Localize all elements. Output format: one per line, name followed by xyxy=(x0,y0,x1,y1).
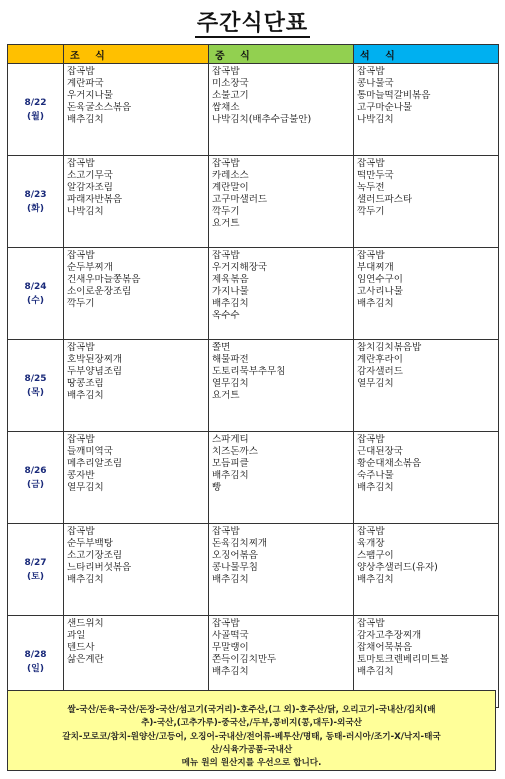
menu-item: 배추김치 xyxy=(212,666,249,678)
day-row xyxy=(8,156,499,248)
menu-item: 돈육김치찌개 xyxy=(212,538,268,550)
menu-item: 땅콩조림 xyxy=(67,378,104,390)
menu-item: 배추김치 xyxy=(67,114,104,126)
menu-item: 열무김치 xyxy=(212,378,249,390)
menu-item: 부대찌개 xyxy=(357,262,394,274)
menu-item: 잡곡밥 xyxy=(212,526,240,537)
origin-notice-line: 추)-국산,(고추가루)-중국산,/두부,콩비지(콩,대두)-외국산 xyxy=(141,718,362,729)
menu-item: 잡곡밥 xyxy=(212,250,240,261)
menu-item: 콩나물국 xyxy=(357,78,394,90)
dinner-cell xyxy=(354,432,499,524)
lunch-cell xyxy=(209,64,354,156)
lunch-header: 중 식 xyxy=(209,45,354,64)
menu-item: 잡곡밥 xyxy=(212,618,240,629)
menu-item: 옥수수 xyxy=(212,310,240,322)
menu-item: 들깨미역국 xyxy=(67,446,113,458)
day-row xyxy=(8,432,499,524)
menu-item: 요거트 xyxy=(212,218,240,230)
menu-item: 쫀득이김치만두 xyxy=(212,654,277,666)
lunch-cell xyxy=(209,340,354,432)
menu-item: 샐러드파스타 xyxy=(357,194,413,206)
menu-item: 숙주나물 xyxy=(357,470,394,482)
weekday-label: (토) xyxy=(27,571,44,582)
date-label: 8/22 xyxy=(24,97,47,108)
day-date-cell xyxy=(8,156,64,248)
menu-item: 우거지나물 xyxy=(67,90,113,102)
menu-item: 잡곡밥 xyxy=(357,526,385,537)
menu-item: 쫄면 xyxy=(212,342,231,353)
origin-notice xyxy=(7,690,496,771)
menu-item: 배추김치 xyxy=(357,482,394,494)
menu-item: 알감자조림 xyxy=(67,182,113,194)
origin-notice-line: 쌀-국산/돈육-국산/돈장-국산/섬고기(국거리)-호주산,(그 외)-호주산/닭, 오리고기-국내산/김치(배 xyxy=(67,705,436,715)
menu-item: 콩자반 xyxy=(67,470,95,482)
menu-item: 순두부찌개 xyxy=(67,262,113,274)
dinner-cell xyxy=(354,156,499,248)
menu-item: 돈육굴소스볶음 xyxy=(67,102,132,114)
menu-item: 미소장국 xyxy=(212,78,249,90)
menu-item: 소고기장조림 xyxy=(67,550,123,562)
menu-item: 두부양념조림 xyxy=(67,366,123,378)
breakfast-cell xyxy=(64,524,209,616)
menu-item: 참치김치볶음밥 xyxy=(357,342,422,353)
day-row xyxy=(8,340,499,432)
menu-item: 녹두전 xyxy=(357,182,385,194)
menu-item: 잡곡밥 xyxy=(357,66,385,77)
menu-item: 배추김치 xyxy=(212,574,249,586)
dinner-cell xyxy=(354,340,499,432)
menu-item: 고구마순나물 xyxy=(357,102,413,114)
corner-header xyxy=(8,45,64,64)
menu-item: 깍두기 xyxy=(67,298,95,310)
menu-item: 고사리나물 xyxy=(357,286,403,298)
menu-item: 모듬피클 xyxy=(212,458,249,470)
menu-item: 잡곡밥 xyxy=(357,618,385,629)
menu-item: 텐드사 xyxy=(67,642,95,654)
date-label: 8/26 xyxy=(24,465,47,476)
menu-item: 잡곡밥 xyxy=(357,250,385,261)
menu-item: 오징어볶음 xyxy=(212,550,258,562)
menu-item: 배추김치 xyxy=(357,666,394,678)
menu-item: 잡곡밥 xyxy=(67,250,95,261)
menu-item: 소이로운장조림 xyxy=(67,286,132,298)
menu-item: 황순대채소볶음 xyxy=(357,458,422,470)
menu-item: 배추김치 xyxy=(67,574,104,586)
menu-item: 순두부백탕 xyxy=(67,538,113,550)
menu-item: 도토리묵부추무침 xyxy=(212,366,286,378)
menu-item: 쌈채소 xyxy=(212,102,240,114)
menu-item: 잡곡밥 xyxy=(67,526,95,537)
menu-item: 배추김치 xyxy=(67,390,104,402)
page-title: 주간식단표 xyxy=(196,11,309,36)
menu-item: 나박김치 xyxy=(67,206,104,218)
menu-item: 고구마샐러드 xyxy=(212,194,268,206)
menu-item: 깍두기 xyxy=(212,206,240,218)
menu-item: 우거지해장국 xyxy=(212,262,268,274)
menu-item: 과일 xyxy=(67,630,86,642)
menu-item: 계란말이 xyxy=(212,182,249,194)
menu-item: 잡곡밥 xyxy=(212,158,240,169)
menu-item: 요거트 xyxy=(212,390,240,402)
menu-item: 잡곡밥 xyxy=(67,158,95,169)
menu-item: 열무김치 xyxy=(357,378,394,390)
menu-item: 감자샐러드 xyxy=(357,366,403,378)
menu-item: 토마토크렌베리미트볼 xyxy=(357,654,449,666)
menu-item: 잡곡밥 xyxy=(67,66,95,77)
menu-item: 사골떡국 xyxy=(212,630,249,642)
lunch-cell xyxy=(209,524,354,616)
menu-item: 카레소스 xyxy=(212,170,249,182)
lunch-cell xyxy=(209,156,354,248)
menu-item: 제육볶음 xyxy=(212,274,249,286)
menu-item: 콩나물무침 xyxy=(212,562,258,574)
origin-notice-line: 메뉴 원의 원산지를 우선으로 합니다. xyxy=(181,758,322,769)
menu-item: 소불고기 xyxy=(212,90,249,102)
menu-item: 나박김치 xyxy=(357,114,394,126)
menu-item: 소고기무국 xyxy=(67,170,113,182)
menu-item: 임연수구이 xyxy=(357,274,403,286)
lunch-cell xyxy=(209,248,354,340)
menu-item: 근대된장국 xyxy=(357,446,403,458)
menu-item: 파래자반볶음 xyxy=(67,194,123,206)
weekday-label: (월) xyxy=(27,111,44,122)
menu-item: 잡곡밥 xyxy=(67,434,95,445)
menu-item: 잡곡밥 xyxy=(357,434,385,445)
menu-item: 빵 xyxy=(212,482,222,494)
menu-item: 배추김치 xyxy=(357,298,394,310)
menu-item: 떡만두국 xyxy=(357,170,394,182)
weekday-label: (화) xyxy=(27,203,44,214)
breakfast-cell xyxy=(64,64,209,156)
origin-notice-line: 산/식육가공품-국내산 xyxy=(210,744,293,755)
menu-item: 양상추샐러드(유자) xyxy=(357,562,438,574)
breakfast-cell xyxy=(64,340,209,432)
menu-item: 삶은계란 xyxy=(67,654,104,666)
dinner-cell xyxy=(354,524,499,616)
dinner-cell xyxy=(354,64,499,156)
menu-item: 잡채어묵볶음 xyxy=(357,642,413,654)
menu-item: 깍두기 xyxy=(357,206,385,218)
day-date-cell xyxy=(8,64,64,156)
menu-item: 계란후라이 xyxy=(357,354,403,366)
menu-item: 메추리알조림 xyxy=(67,458,123,470)
menu-item: 건새우마늘쫑볶음 xyxy=(67,274,141,286)
weekday-label: (일) xyxy=(27,663,44,674)
date-label: 8/23 xyxy=(24,189,47,200)
menu-item: 통마늘떡갈비볶음 xyxy=(357,90,431,102)
menu-item: 열무김치 xyxy=(67,482,104,494)
breakfast-header: 조 식 xyxy=(64,45,209,64)
day-date-cell xyxy=(8,248,64,340)
day-row xyxy=(8,64,499,156)
day-date-cell xyxy=(8,432,64,524)
breakfast-cell xyxy=(64,156,209,248)
date-label: 8/28 xyxy=(24,649,47,660)
weekday-label: (목) xyxy=(27,387,44,398)
origin-notice-line: 갈치-모로코/참치-원양산/고등어, 오징어-국내산/전어류-베투산/명태, 동태-러시아/조기-X/낙지-태국 xyxy=(62,731,441,742)
day-date-cell xyxy=(8,524,64,616)
header-row xyxy=(8,45,499,64)
menu-item: 나박김치(배추수급불안) xyxy=(212,114,312,126)
lunch-cell xyxy=(209,432,354,524)
menu-item: 잡곡밥 xyxy=(357,158,385,169)
dinner-header: 석 식 xyxy=(354,45,499,64)
breakfast-cell xyxy=(64,248,209,340)
day-date-cell xyxy=(8,340,64,432)
menu-item: 해물파전 xyxy=(212,354,249,366)
day-row xyxy=(8,248,499,340)
weekday-label: (수) xyxy=(27,295,44,306)
breakfast-cell xyxy=(64,432,209,524)
menu-item: 호박된장찌개 xyxy=(67,354,123,366)
dinner-cell xyxy=(354,248,499,340)
menu-item: 잡곡밥 xyxy=(212,66,240,77)
day-row xyxy=(8,524,499,616)
menu-item: 스팸구이 xyxy=(357,550,394,562)
date-label: 8/24 xyxy=(24,281,47,292)
menu-item: 감자고추장찌개 xyxy=(357,630,422,642)
menu-item: 스파게티 xyxy=(212,434,249,445)
menu-item: 배추김치 xyxy=(212,298,249,310)
menu-item: 계란파국 xyxy=(67,78,104,90)
menu-item: 잡곡밥 xyxy=(67,342,95,353)
date-label: 8/25 xyxy=(24,373,47,384)
menu-item: 치즈돈까스 xyxy=(212,446,258,458)
weekly-menu-table xyxy=(7,44,499,708)
menu-item: 느타리버섯볶음 xyxy=(67,562,132,574)
date-label: 8/27 xyxy=(24,557,47,568)
menu-item: 육개장 xyxy=(357,538,385,550)
menu-item: 샌드위치 xyxy=(67,618,104,629)
menu-item: 배추김치 xyxy=(357,574,394,586)
menu-item: 배추김치 xyxy=(212,470,249,482)
weekday-label: (금) xyxy=(27,479,44,490)
menu-item: 무말랭이 xyxy=(212,642,249,654)
menu-item: 가지나물 xyxy=(212,286,249,298)
